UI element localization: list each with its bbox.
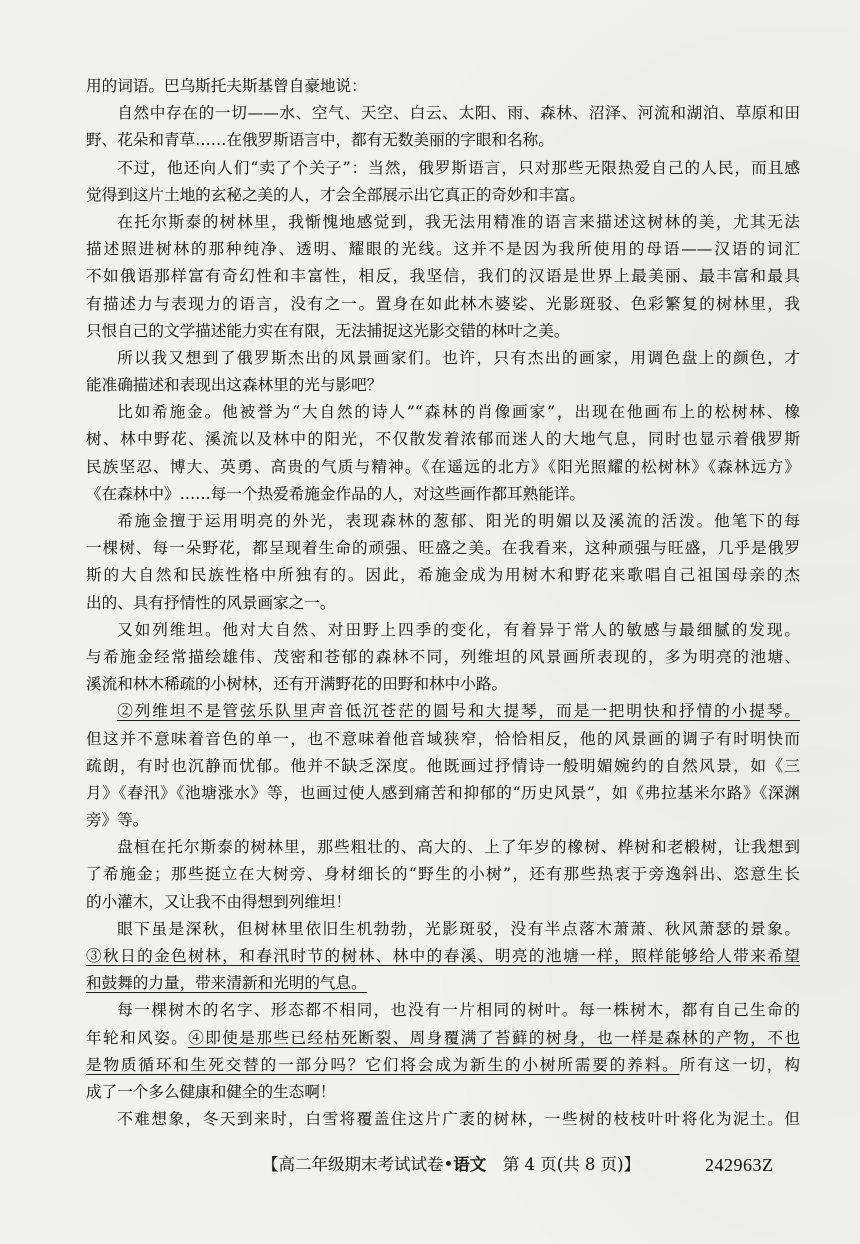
- text-segment: 眼下虽是深秋，但树林里依旧生机勃勃，光影斑驳，没有半点落木萧萧、秋风萧瑟的景象。: [117, 919, 800, 938]
- text-line: [86, 943, 800, 970]
- text-segment: 觉得到这片土地的玄秘之美的人，才会全部展示出它真正的奇妙和丰富。: [86, 185, 586, 204]
- text-segment: 在托尔斯泰的树林里，我惭愧地感觉到，我无法用精准的语言来描述这树林的美，尤其无法: [117, 212, 800, 231]
- text-line: [86, 236, 800, 263]
- text-line: [86, 889, 800, 916]
- underlined-sentence: 和鼓舞的力量，带来清新和光明的气息。: [86, 974, 367, 993]
- underlined-sentence: ②列维坦不是管弦乐队里声音低沉苍茫的圆号和大提琴，而是一把明快和抒情的小提琴。: [117, 702, 800, 721]
- footer-exam-title: [262, 1150, 640, 1180]
- text-segment: 不过，他还向人们“卖了个关子”：当然，俄罗斯语言，只对那些无限热爱自己的人民，而且感: [117, 158, 800, 177]
- text-segment: 盘桓在托尔斯泰的树林里，那些粗壮的、高大的、上了年岁的橡树、桦树和老椴树，让我想到: [117, 838, 800, 857]
- text-line: [86, 807, 800, 834]
- text-line: [86, 562, 800, 589]
- text-segment: 比如希施金。他被誉为“大自然的诗人”“森林的肖像画家”，出现在他画布上的松树林、橡: [117, 403, 800, 422]
- underlined-sentence: ③秋日的金色树林，和春汛时节的树林、林中的春溪、明亮的池塘一样，照样能够给人带来希望: [86, 947, 800, 965]
- text-line: [86, 263, 800, 290]
- footer-exam-prefix: 【高二年级期末考试试卷•: [262, 1155, 454, 1174]
- paragraph: [86, 73, 800, 100]
- text-line: [86, 753, 800, 780]
- text-line: [86, 1079, 800, 1106]
- text-segment: 了希施金；那些挺立在大树旁、身材细长的“野生的小树”，还有那些热衷于旁逸斜出、恣意生长: [86, 865, 800, 884]
- text-segment: 出的、具有抒情性的风景画家之一。: [86, 593, 336, 612]
- text-line: [86, 1052, 800, 1079]
- text-segment: 自然中存在的一切——水、空气、天空、白云、太阳、雨、森林、沼泽、河流和湖泊、草原和田: [117, 104, 800, 123]
- text-line: [86, 508, 800, 535]
- paragraph: [86, 834, 800, 916]
- text-line: [86, 780, 800, 807]
- text-line: [86, 590, 800, 617]
- text-segment: 成了一个多么健康和健全的生态啊！: [86, 1082, 336, 1101]
- page-footer: [0, 1150, 860, 1180]
- paragraph: [86, 997, 800, 1106]
- text-segment: 与希施金经常描绘雄伟、茂密和苍郁的森林不同，列维坦的风景画所表现的，多为明亮的池塘、: [86, 647, 800, 666]
- text-line: [86, 209, 800, 236]
- text-segment: 用的词语。巴乌斯托夫斯基曾自豪地说：: [86, 77, 367, 95]
- text-line: [86, 1025, 800, 1052]
- text-line: [86, 481, 800, 508]
- text-line: [86, 997, 800, 1024]
- text-segment: 不如俄语那样富有奇幻性和丰富性，相反，我坚信，我们的汉语是世界上最美丽、最丰富和最具: [86, 267, 800, 286]
- footer-subject: 语文: [453, 1155, 487, 1174]
- text-segment: 年轮和风姿。: [86, 1028, 189, 1047]
- text-segment: 一棵树、每一朵野花，都呈现着生命的顽强、旺盛之美。在我看来，这种顽强与旺盛，几乎是俄罗: [86, 539, 800, 558]
- text-line: [86, 454, 800, 481]
- text-segment: 民族坚忍、博大、英勇、高贵的气质与精神。《在遥远的北方》《阳光照耀的松树林》《森林远方》: [86, 457, 800, 476]
- paragraph: [86, 1106, 800, 1133]
- text-segment: 只恨自己的文学描述能力实在有限，无法捕捉这光影交错的林叶之美。: [86, 321, 570, 340]
- text-line: [86, 916, 800, 943]
- text-segment: 但这并不意味着音色的单一，也不意味着他音域狭窄，恰恰相反，他的风景画的调子有时明快而: [86, 729, 800, 748]
- text-line: [86, 100, 800, 127]
- text-line: [86, 726, 800, 753]
- paragraph: [86, 100, 800, 154]
- underlined-sentence: 是物质循环和生死交替的一部分吗？它们将会成为新生的小树所需要的养料。: [86, 1055, 680, 1074]
- text-line: [86, 617, 800, 644]
- text-line: [86, 73, 800, 100]
- paragraph: [86, 155, 800, 209]
- underlined-sentence: ④即使是那些已经枯死断裂、周身覆满了苔藓的树身，也一样是森林的产物，不也: [188, 1028, 800, 1047]
- text-line: [86, 1106, 800, 1133]
- paragraph: [86, 698, 800, 834]
- text-line: [86, 970, 800, 997]
- text-segment: 《在森林中》……每一个热爱希施金作品的人，对这些画作都耳熟能详。: [86, 484, 586, 503]
- text-segment: 每一棵树木的名字、形态都不相同，也没有一片相同的树叶。每一株树木，都有自己生命的: [117, 1001, 800, 1020]
- text-line: [86, 291, 800, 318]
- text-line: [86, 372, 800, 399]
- text-line: [86, 345, 800, 372]
- text-line: [86, 535, 800, 562]
- text-line: [86, 399, 800, 426]
- text-segment: 描述照进树林的那种纯净、透明、耀眼的光线。这并不是因为我所使用的母语——汉语的词汇: [86, 240, 800, 259]
- text-line: [86, 861, 800, 888]
- text-segment: 溪流和林木稀疏的小树林，还有开满野花的田野和林中小路。: [86, 675, 508, 694]
- text-line: [86, 698, 800, 725]
- text-segment: 又如列维坦。他对大自然、对田野上四季的变化，有着异于常人的敏感与最细腻的发现。: [117, 620, 800, 639]
- text-line: [86, 127, 800, 154]
- text-line: [86, 318, 800, 345]
- text-line: [86, 182, 800, 209]
- article-body: [86, 73, 800, 1133]
- paragraph: [86, 916, 800, 998]
- footer-page-info: 第 4 页(共 8 页)】: [486, 1155, 641, 1174]
- text-segment: 斯的大自然和民族性格中所独有的。因此，希施金成为用树木和野花来歌唱自己祖国母亲的杰: [86, 566, 800, 585]
- text-segment: 的小灌木，又让我不由得想到列维坦！: [86, 892, 352, 911]
- paragraph: [86, 345, 800, 399]
- text-segment: 树、林中野花、溪流以及林中的阳光，不仅散发着浓郁而迷人的大地气息，同时也显示着俄罗斯: [86, 430, 800, 449]
- text-segment: 能准确描述和表现出这森林里的光与影吧？: [86, 376, 383, 395]
- paragraph: [86, 508, 800, 617]
- text-segment: 有描述力与表现力的语言，没有之一。置身在如此林木婆娑、光影斑驳、色彩繁复的树林里，我: [86, 294, 800, 313]
- text-segment: 疏朗，有时也沉静而忧郁。他并不缺乏深度。他既画过抒情诗一般明媚婉约的自然风景，如《三: [86, 756, 800, 775]
- text-segment: 不难想象，冬天到来时，白雪将覆盖住这片广袤的树林，一些树的枝枝叶叶将化为泥土。但: [117, 1110, 800, 1129]
- text-line: [86, 834, 800, 861]
- text-segment: 所以我又想到了俄罗斯杰出的风景画家们。也许，只有杰出的画家，用调色盘上的颜色，才: [117, 348, 800, 367]
- text-segment: 野、花朵和青草……在俄罗斯语言中，都有无数美丽的字眼和名称。: [86, 131, 554, 150]
- paragraph: [86, 617, 800, 699]
- text-segment: 旁》等。: [86, 811, 149, 830]
- paragraph: [86, 399, 800, 508]
- text-line: [86, 155, 800, 182]
- footer-paper-code: 242963Z: [705, 1155, 774, 1175]
- text-segment: 月》《春汛》《池塘涨水》等，也画过使人感到痛苦和抑郁的“历史风景”，如《弗拉基米尔路》《深渊: [86, 783, 800, 802]
- text-segment: 希施金擅于运用明亮的外光，表现森林的葱郁、阳光的明媚以及溪流的活泼。他笔下的每: [117, 512, 800, 530]
- text-line: [86, 426, 800, 453]
- text-line: [86, 671, 800, 698]
- text-line: [86, 644, 800, 671]
- paragraph: [86, 209, 800, 345]
- text-segment: 所有这一切，构: [679, 1055, 800, 1074]
